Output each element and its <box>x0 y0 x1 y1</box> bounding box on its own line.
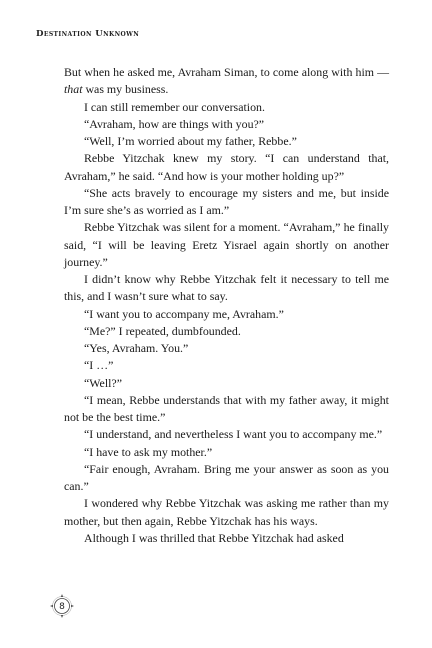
paragraph: I can still remember our conversation. <box>84 99 265 114</box>
paragraph: “Me?” I repeated, dumbfounded. <box>84 323 241 338</box>
paragraph <box>64 64 389 99</box>
emphasis-text: that <box>64 82 83 97</box>
paragraph: “I want you to accompany me, Avraham.” <box>84 306 284 321</box>
paragraph: Rebbe Yitzchak knew my story. “I can understand that, Avraham,” he said. “And how is your mother holding up?” <box>64 151 389 183</box>
running-head: Destination Unknown <box>36 29 140 39</box>
paragraph-text: But when he asked me, Avraham Siman, to come along with him — <box>64 65 389 79</box>
paragraph: Rebbe Yitzchak was silent for a moment. “Avraham,” he finally said, “I will be leaving Eretz Yisrael again shortly on another journey.” <box>64 220 389 269</box>
paragraph-last-line: Although I was thrilled that Rebbe Yitzchak had asked <box>84 530 344 545</box>
paragraph: “Avraham, how are things with you?” <box>84 116 265 131</box>
paragraph: “Yes, Avraham. You.” <box>84 341 189 355</box>
paragraph: I didn’t know why Rebbe Yitzchak felt it necessary to tell me this, and I wasn’t sure what to say. <box>64 272 389 304</box>
page-text <box>64 64 389 547</box>
page-number-ornament <box>44 594 80 624</box>
paragraph: “Well, I’m worried about my father, Rebbe.” <box>84 134 297 148</box>
paragraph: I wondered why Rebbe Yitzchak was asking me rather than my mother, but then again, Rebbe Yitzchak has his ways. <box>64 496 389 528</box>
paragraph: “I have to ask my mother.” <box>84 444 213 459</box>
paragraph: “Well?” <box>84 375 122 390</box>
paragraph: “I …” <box>84 358 114 373</box>
paragraph: “Fair enough, Avraham. Bring me your answer as soon as you can.” <box>64 461 389 493</box>
paragraph-text: was my business. <box>82 82 169 97</box>
paragraph: “She acts bravely to encourage my sisters and me, but inside I’m sure she’s as worried as I am.” <box>64 185 389 217</box>
page-number: 8 <box>59 602 65 612</box>
paragraph: “I understand, and nevertheless I want you to accompany me.” <box>84 427 383 442</box>
paragraph: “I mean, Rebbe understands that with my father away, it might not be the best time.” <box>64 392 389 424</box>
